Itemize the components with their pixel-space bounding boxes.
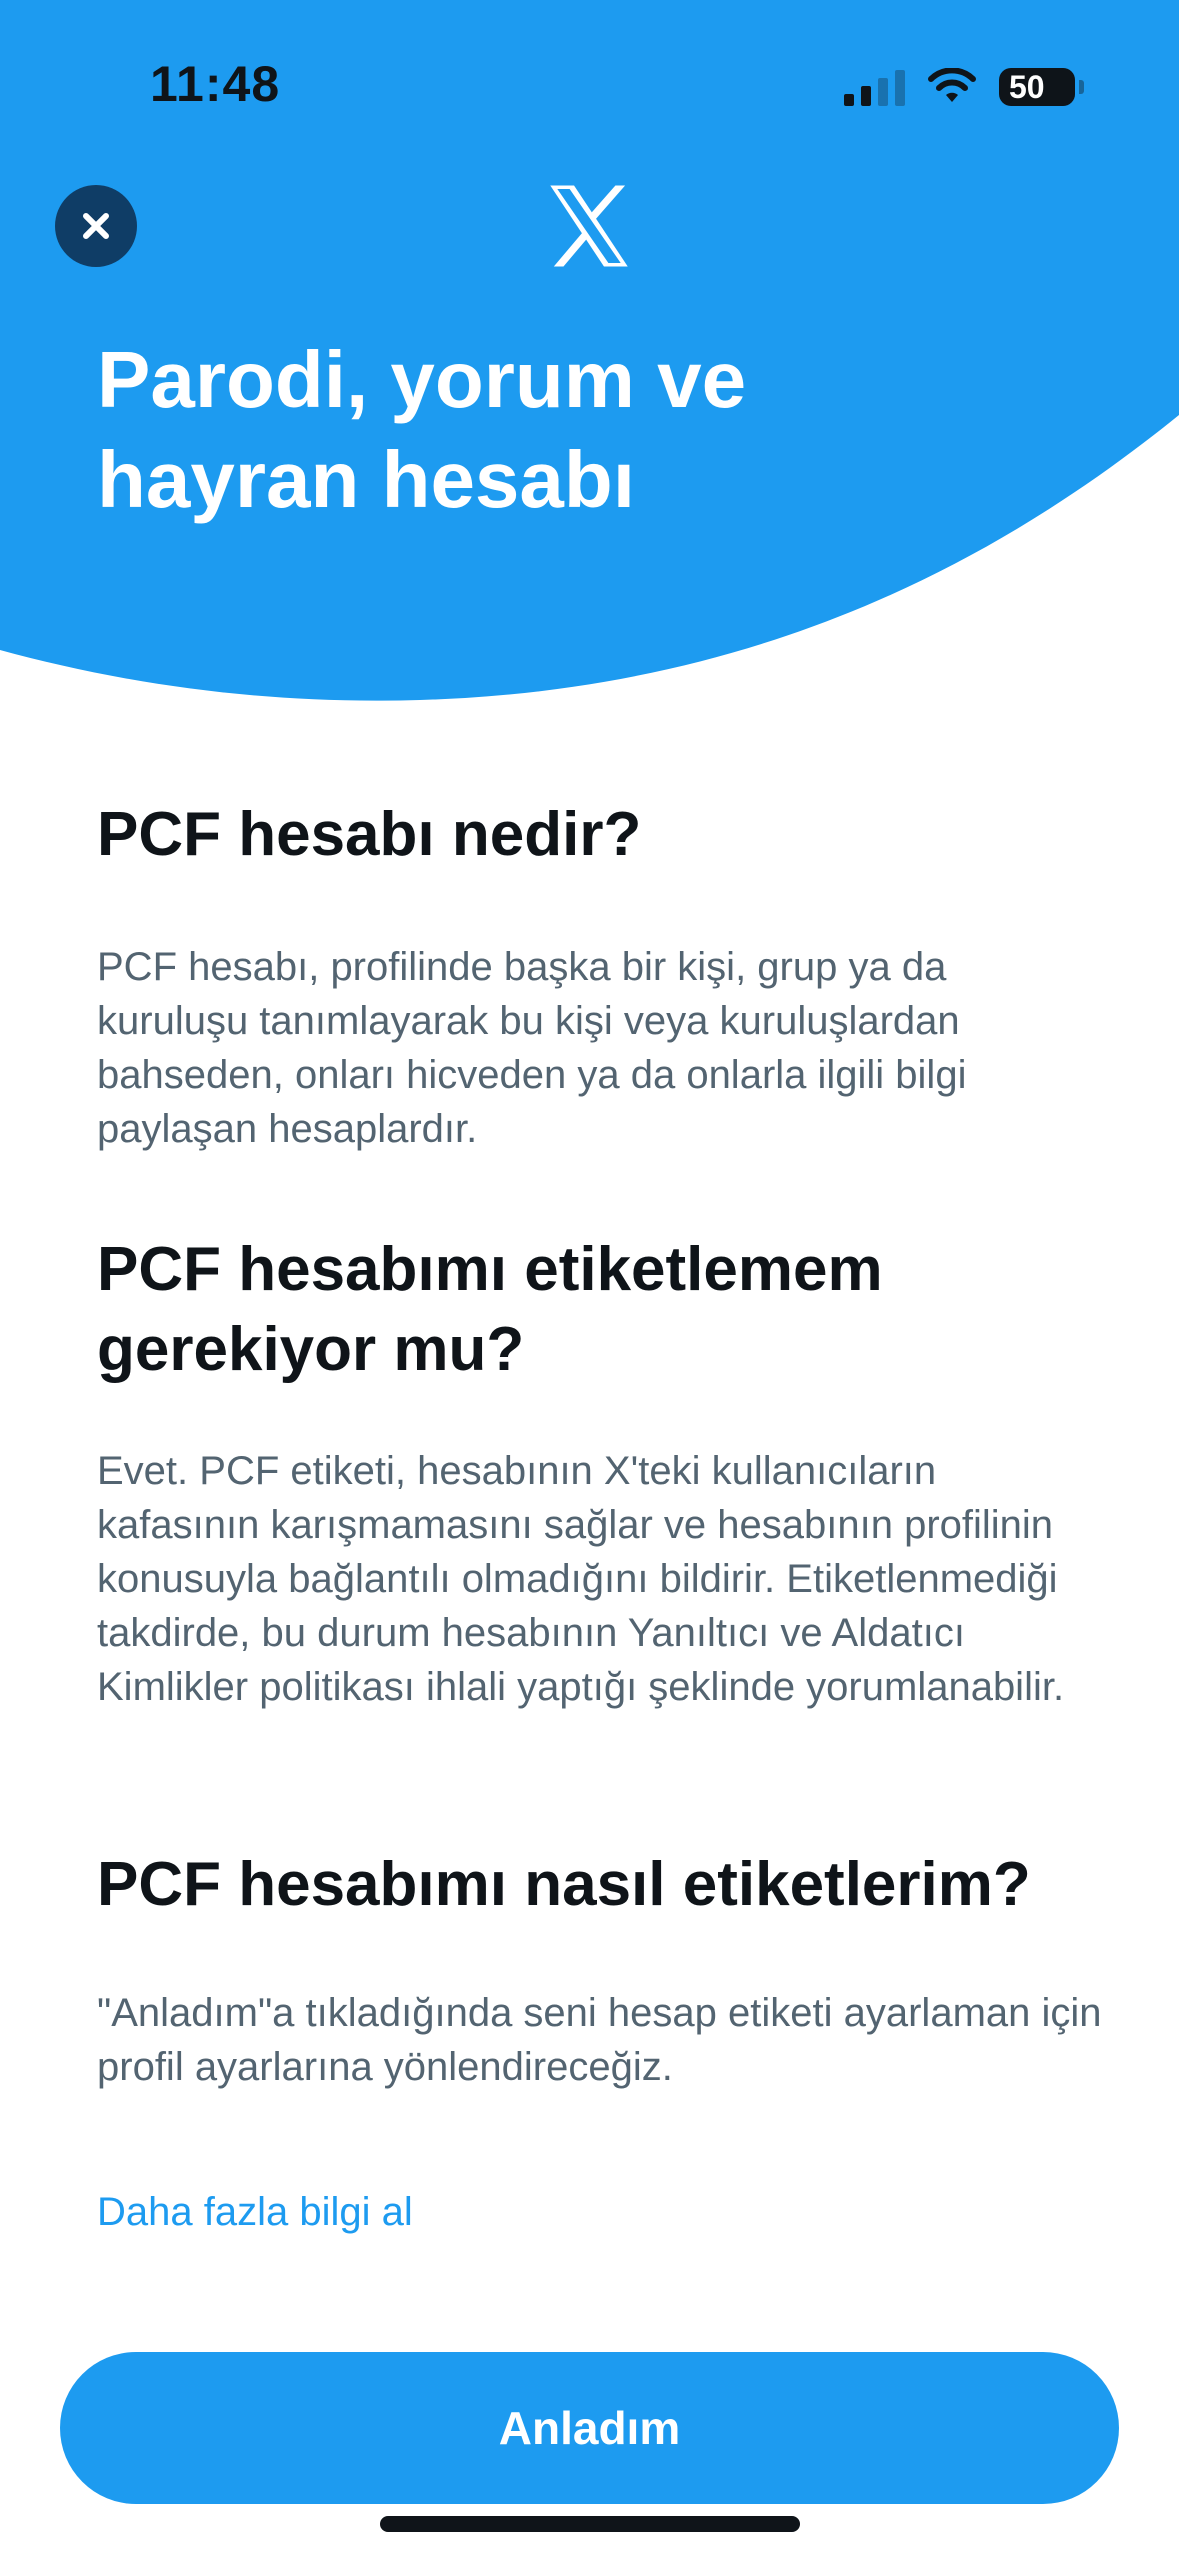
close-icon — [79, 209, 113, 243]
cellular-signal-icon — [844, 68, 905, 106]
x-logo-icon — [545, 182, 633, 270]
page-title: Parodi, yorum ve hayran hesabı — [97, 335, 747, 524]
section-text-should-label: Evet. PCF etiketi, hesabının X'teki kullanıcıların kafasının karışmamasını sağlar ve hesabının profilinin konusuyla bağlantılı olmadığını bildirir. Etiketlenmediği takdirde, bu durum hesabının Yanıltıcı ve Aldatıcı Kimlikler politikası ihlali yaptığı şeklinde yorumlanabilir. — [97, 1449, 1065, 1709]
section-title-should-label: PCF hesabımı etiketlemem gerekiyor mu? — [97, 1235, 883, 1384]
close-button[interactable] — [55, 185, 137, 267]
battery-level: 50 — [1009, 68, 1045, 105]
status-icons — [844, 62, 1084, 112]
home-indicator — [380, 2516, 800, 2532]
wifi-icon — [927, 68, 977, 106]
section-text-how-to-label: "Anladım"a tıkladığında seni hesap etiketi ayarlaman için profil ayarlarına yönlendireceğiz. — [97, 1991, 1102, 2089]
battery-tip — [1079, 80, 1084, 94]
section-text-what-is-pcf: PCF hesabı, profilinde başka bir kişi, grup ya da kuruluşu tanımlayarak bu kişi veya kuruluşlardan bahseden, onları hicveden ya da onlarla ilgili bilgi paylaşan hesaplardır. — [97, 945, 967, 1151]
learn-more-link[interactable]: Daha fazla bilgi al — [97, 2190, 413, 2234]
section-title-how-to-label: PCF hesabımı nasıl etiketlerim? — [97, 1850, 1031, 1919]
got-it-button[interactable] — [60, 2352, 1119, 2504]
status-time: 11:48 — [150, 56, 281, 112]
got-it-button-label: Anladım — [498, 2402, 681, 2454]
battery-icon — [999, 68, 1075, 106]
section-title-what-is-pcf: PCF hesabı nedir? — [97, 800, 642, 869]
